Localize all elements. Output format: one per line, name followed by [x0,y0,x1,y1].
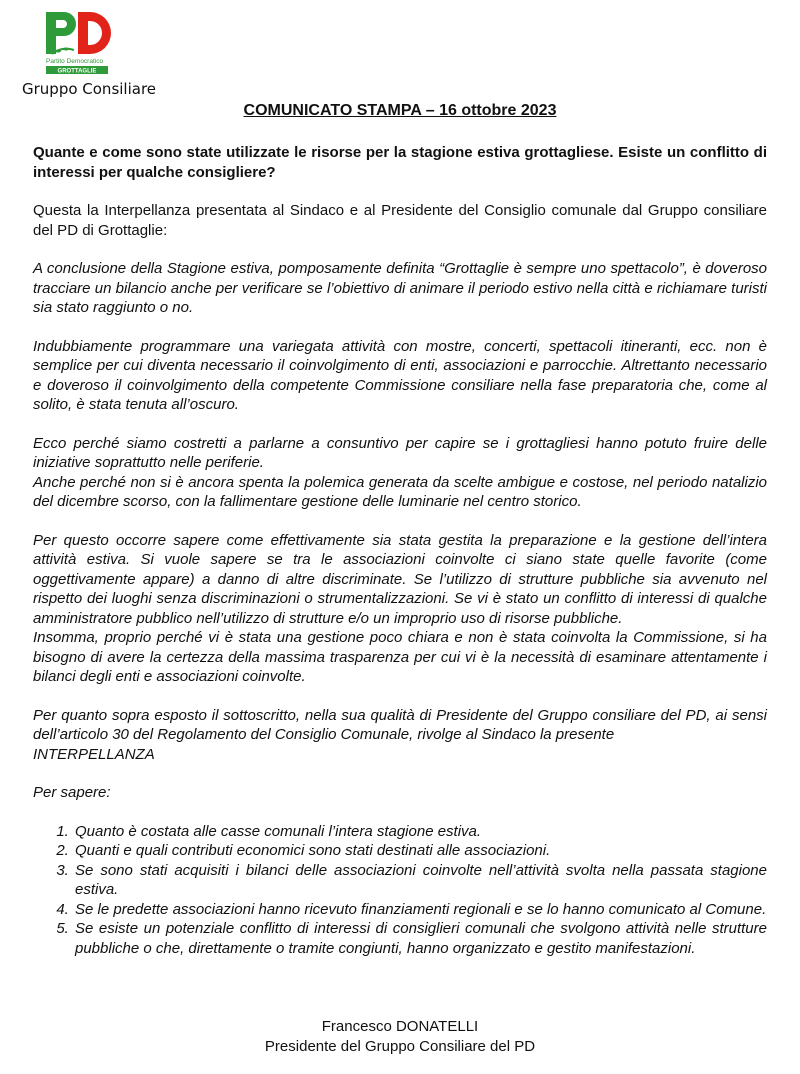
paragraph-4: Anche perché non si è ancora spenta la polemica generata da scelte ambigue e costose, nel periodo natalizio del dicembre scorso, con la fallimentare gestione delle luminarie nel centro storico. [33,473,767,510]
interpellanza-heading: INTERPELLANZA [33,745,155,763]
list-item: 3. Se sono stati acquisiti i bilanci delle associazioni coinvolte nell’attività svolta nella passata stagione estiva. [73,861,767,900]
signature-block [0,1017,800,1057]
paragraph-2: Indubbiamente programmare una variegata attività con mostre, concerti, spettacoli itineranti, ecc. non è semplice per cui diventa necessario il coinvolgimento di enti, associazioni e parrocchie. Altrettanto necessario e doveroso il coinvolgimento della competente Commissione consiliare nella fase preparatoria che, come al solito, è stata tenuta all’oscuro. [33,337,767,413]
list-item: 1. Quanto è costata alle casse comunali l’intera stagione estiva. [73,822,767,842]
list-item: 4. Se le predette associazioni hanno ricevuto finanziamenti regionali e se lo hanno comunicato al Comune. [73,900,767,920]
ask-label: Per sapere: [33,784,111,801]
lead-question: Quante e come sono state utilizzate le risorse per la stagione estiva grottagliese. Esiste un conflitto di interessi per qualche consigliere? [33,144,767,181]
paragraph-7: Per quanto sopra esposto il sottoscritto, nella sua qualità di Presidente del Gruppo consiliare del PD, ai sensi dell’articolo 30 del Regolamento del Consiglio Comunale, rivolge al Sindaco la presente [33,706,767,743]
paragraph-5: Per questo occorre sapere come effettivamente sia stata gestita la preparazione e la gestione dell’intera attività estiva. Si vuole sapere se tra le associazioni coinvolte ci siano state quelle favorite (come oggettivamente appare) a danno di altre discriminate. Se l’utilizzo di strutture pubbliche sia avvenuto nel rispetto dei luoghi senza discriminazioni o strumentalizzazioni. Se vi è stato un conflitto di interessi di qualche amministratore pubblico nell’utilizzo di strutture e/o un improprio uso di risorse pubbliche. [33,531,767,627]
document-body [33,143,767,958]
pd-logo-p-letter [46,12,76,54]
pd-logo-text: Partito Democratico [46,58,104,65]
paragraph-1: A conclusione della Stagione estiva, pomposamente definita “Grottaglie è sempre uno spettacolo”, è doveroso tracciare un bilancio anche per verificare se l’obiettivo di animare il periodo estivo nella città e richiamare turisti sia stato raggiunto o no. [33,260,767,316]
group-label: Gruppo Consiliare [22,80,157,98]
list-item: 2. Quanti e quali contributi economici sono stati destinati alle associazioni. [73,841,767,861]
pd-logo [40,10,116,76]
pd-logo-city: GROTTAGLIE [57,68,97,75]
questions-list [33,822,767,959]
signature-role: Presidente del Gruppo Consiliare del PD [264,1038,536,1055]
signature-name: Francesco DONATELLI [321,1018,479,1035]
paragraph-6: Insomma, proprio perché vi è stata una gestione poco chiara e non è stata coinvolta la Commissione, si ha bisogno di avere la certezza della massima trasparenza per cui vi è la necessità di esaminare attentamente i bilanci degli enti e associazioni coinvolte. [33,629,767,685]
document-title: COMUNICATO STAMPA – 16 ottobre 2023 [243,102,557,119]
intro-paragraph: Questa la Interpellanza presentata al Sindaco e al Presidente del Consiglio comunale dal Gruppo consiliare del PD di Grottaglie: [33,202,767,239]
pd-logo-d-letter [78,12,111,54]
list-item: 5. Se esiste un potenziale conflitto di interessi di consiglieri comunali che svolgono attività nelle strutture pubbliche o che, direttamente o tramite congiunti, hanno organizzato e gestito manifestazioni. [73,919,767,958]
paragraph-3: Ecco perché siamo costretti a parlarne a consuntivo per capire se i grottagliesi hanno potuto fruire delle iniziative soprattutto nelle periferie. [33,434,767,471]
